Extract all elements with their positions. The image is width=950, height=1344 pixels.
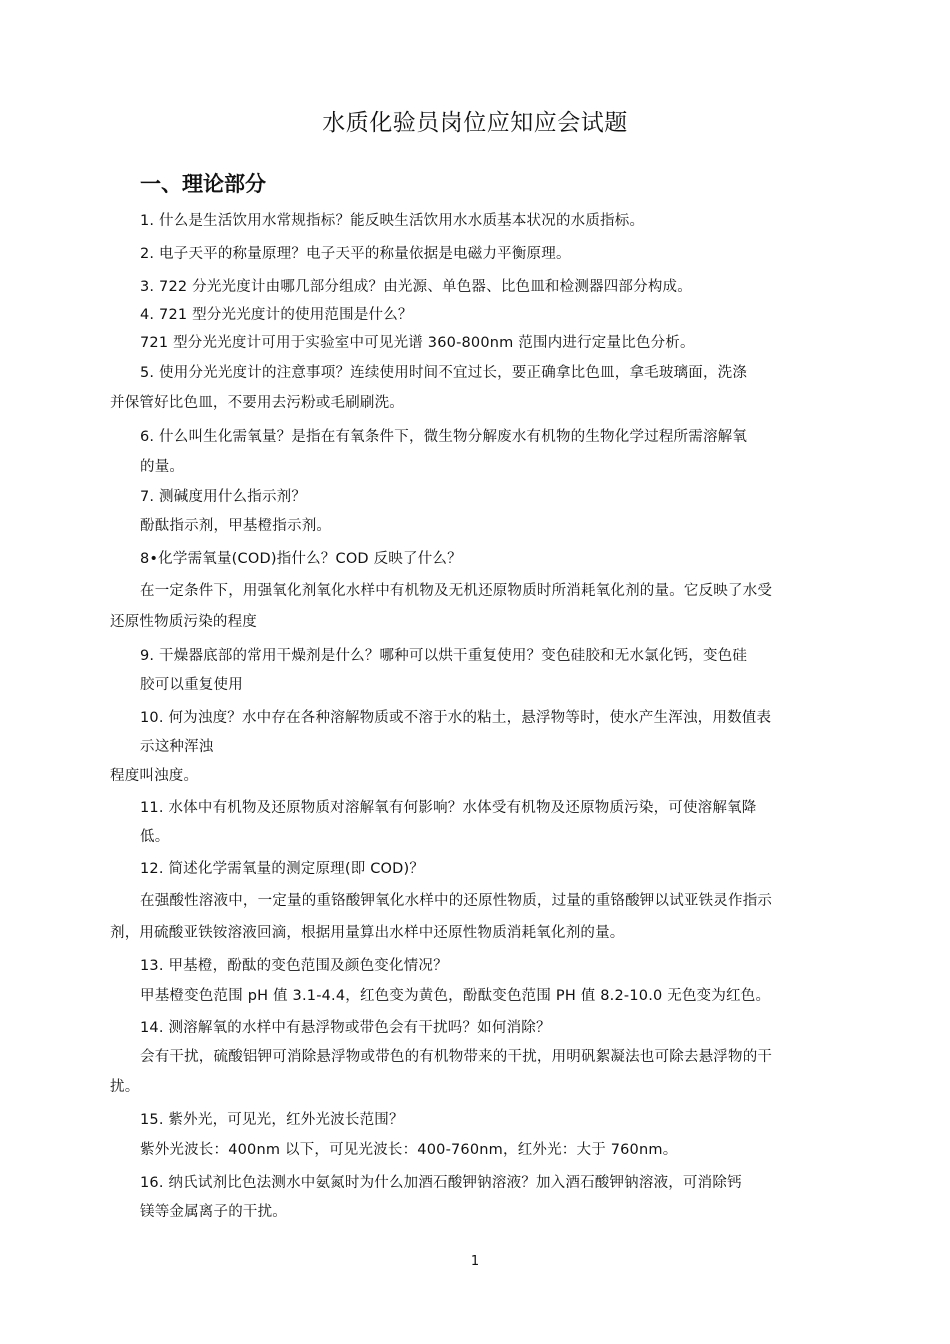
text-line: 1. 什么是生活饮用水常规指标？能反映生活饮用水水质基本状况的水质指标。	[140, 213, 645, 229]
text-line: 16. 纳氏试剂比色法测水中氨氮时为什么加酒石酸钾钠溶液？加入酒石酸钾钠溶液，可消除钙	[140, 1175, 742, 1191]
text-line: 会有干扰，硫酸铝钾可消除悬浮物或带色的有机物带来的干扰，用明矾絮凝法也可除去悬浮物的干	[140, 1049, 773, 1065]
text-line: 在一定条件下，用强氧化剂氧化水样中有机物及无机还原物质时所消耗氧化剂的量。它反映了水受	[140, 583, 773, 599]
text-line: 镁等金属离子的干扰。	[140, 1204, 287, 1220]
text-line: 4. 721 型分光光度计的使用范围是什么？	[140, 307, 413, 323]
text-line: 5. 使用分光光度计的注意事项？连续使用时间不宜过长，要正确拿比色皿，拿毛玻璃面，洗涤	[140, 365, 748, 381]
text-line: 6. 什么叫生化需氧量？是指在有氧条件下，微生物分解废水有机物的生物化学过程所需溶解氧	[140, 429, 748, 445]
text-line: 程度叫浊度。	[110, 768, 199, 784]
text-line: 11. 水体中有机物及还原物质对溶解氧有何影响？水体受有机物及还原物质污染，可使溶解氧降	[140, 800, 757, 816]
document-title: 水质化验员岗位应知应会试题	[322, 110, 628, 136]
text-line: 低。	[140, 829, 170, 845]
text-line: 7. 测碱度用什么指示剂？	[140, 489, 307, 505]
text-line: 酚酞指示剂，甲基橙指示剂。	[140, 518, 332, 534]
page-number: 1	[470, 1254, 480, 1269]
text-line: 12. 简述化学需氧量的测定原理(即 COD)？	[140, 861, 425, 877]
text-line: 8•化学需氧量(COD)指什么？COD 反映了什么？	[140, 551, 462, 567]
text-line: 示这种浑浊	[140, 739, 214, 755]
text-line: 甲基橙变色范围 pH 值 3.1-4.4，红色变为黄色，酚酞变色范围 PH 值 8.2-10.0 无色变为红色。	[140, 988, 771, 1004]
text-line: 的量。	[140, 459, 185, 475]
text-line: 9. 干燥器底部的常用干燥剂是什么？哪种可以烘干重复使用？变色硅胶和无水氯化钙，变色硅	[140, 648, 748, 664]
text-line: 胶可以重复使用	[140, 677, 243, 693]
text-line: 721 型分光光度计可用于实验室中可见光谱 360-800nm 范围内进行定量比色分析。	[140, 335, 695, 351]
text-line: 剂，用硫酸亚铁铵溶液回滴，根据用量算出水样中还原性物质消耗氧化剂的量。	[110, 925, 625, 941]
text-line: 15. 紫外光，可见光，红外光波长范围？	[140, 1112, 404, 1128]
text-line: 3. 722 分光光度计由哪几部分组成？由光源、单色器、比色皿和检测器四部分构成。	[140, 279, 692, 295]
text-line: 紫外光波长：400nm 以下，可见光波长：400-760nm，红外光：大于 760nm。	[140, 1142, 678, 1158]
text-line: 在强酸性溶液中，一定量的重铬酸钾氧化水样中的还原性物质，过量的重铬酸钾以试亚铁灵作指示	[140, 893, 773, 909]
text-line: 扰。	[110, 1079, 140, 1095]
text-line: 并保管好比色皿，不要用去污粉或毛刷刷洗。	[110, 395, 404, 411]
text-line: 14. 测溶解氧的水样中有悬浮物或带色会有干扰吗？如何消除？	[140, 1020, 551, 1036]
text-line: 2. 电子天平的称量原理？电子天平的称量依据是电磁力平衡原理。	[140, 246, 571, 262]
text-line: 还原性物质污染的程度	[110, 614, 257, 630]
text-line: 10. 何为浊度？水中存在各种溶解物质或不溶于水的粘土，悬浮物等时，使水产生浑浊，用数值表	[140, 710, 772, 726]
section-heading: 一、理论部分	[140, 172, 266, 196]
text-line: 13. 甲基橙，酚酞的变色范围及颜色变化情况？	[140, 958, 448, 974]
